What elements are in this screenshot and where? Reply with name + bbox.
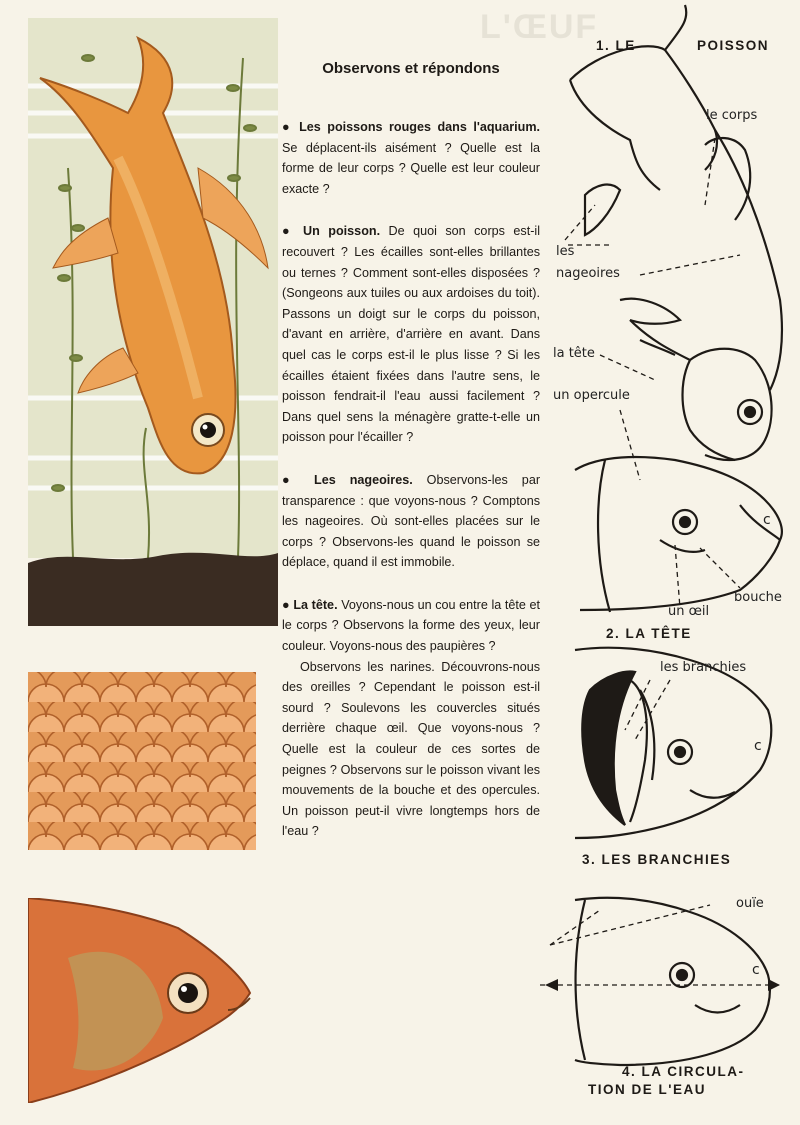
paragraph-lead: Les nageoires. [314,472,413,487]
diagram-3-title: 3. LES BRANCHIES [582,852,732,867]
diagram-4-title-a: 4. LA CIRCULA- [622,1064,745,1079]
diagram-1-title-a: 1. LE [596,38,636,53]
fish-head-illustration [28,898,256,1103]
paragraph-aquarium: ● Les poissons rouges dans l'aquarium. Se déplacent-ils aisément ? Quelle est la forme de leur corps ? Quelle est leur couleur exacte ? [282,120,541,196]
paragraph-lead: Les poissons rouges dans l'aquarium. [299,120,541,134]
diagram-4-title-b: TION DE L'EAU [588,1082,706,1097]
paragraph-nageoires: ● Les nageoires. Observons-les par transparence : que voyons-nous ? Comptons les nageoires. Où sont-elles placées sur le corps ? Observons-les quand le poisson se déplace, quand il est immobile. [282,472,541,570]
label-c-3: c [754,738,762,754]
fish-diagrams [540,0,800,1125]
faded-header: L'ŒUF [480,8,599,46]
paragraph-lead: Un poisson. [303,224,381,239]
label-un-oeil: un œil [668,604,710,619]
paragraph-lead: La tête. [293,597,338,612]
text-column [282,60,540,842]
label-les-branchies: les branchies [660,660,747,675]
paragraph-tete: ● La tête. Voyons-nous un cou entre la tête et le corps ? Observons la forme des yeux, leur couleur. Voyons-nous des paupières ? Observons les narines. Découvrons-nous des oreilles ? Cependant le poisson est-il sourd ? Soulevons les couvercles situés derrière chaque œil. Que voyons-nous ? Quelle est la couleur de ces sortes de peignes ? Observons sur le poisson vivant les mouvements de la bouche et des opercules. Un poisson peut-il vivre longtemps hors de l'eau ? [282,595,540,842]
label-le-corps: le corps [706,108,758,123]
label-les: les [556,244,575,259]
paragraph-text: Observons-les par transparence : que voyons-nous ? Comptons les nageoires. Où sont-elles placées sur le corps ? Observons-les quand le poisson se déplace, quand il est immobile. [282,472,541,570]
paragraph-poisson: ● Un poisson. De quoi son corps est-il recouvert ? Les écailles sont-elles brillantes ou ternes ? Comment sont-elles disposées ? (Songeons aux tuiles ou aux ardoises du toit). Passons un doigt sur le corps du poisson, d'avant en arrière, d'arrière en avant. Dans quel cas le corps est-il le plus lisse ? Si les écailles étaient fixées dans l'autre sens, le poisson fendrait-il l'eau aussi facilement ? Dans quel sens la ménagère gratte-t-elle un poisson pour l'écailler ? [282,224,540,445]
label-un-opercule: un opercule [553,388,630,403]
diagram-1-title-b: POISSON [697,38,770,53]
label-ouie: ouïe [736,896,764,911]
label-bouche: bouche [734,590,782,605]
paragraph-text: Voyons-nous un cou entre la tête et le corps ? Observons la forme des yeux, leur couleur. Voyons-nous des paupières ? [282,597,541,654]
label-la-tete: la tête [553,346,595,361]
label-c-4: c [752,962,760,978]
goldfish-aquarium-illustration [28,18,278,626]
paragraph-text: Se déplacent-ils aisément ? Quelle est la forme de leur corps ? Quelle est leur couleur exacte ? [282,140,540,196]
diagram-2-title: 2. LA TÊTE [606,626,692,641]
label-nageoires: nageoires [556,266,620,281]
page-heading: Observons et répondons [322,60,500,77]
paragraph-text: De quoi son corps est-il recouvert ? Les écailles sont-elles brillantes ou ternes ? Comment sont-elles disposées ? (Songeons aux tuiles ou aux ardoises du toit). Passons un doigt sur le corps du poisson, d'avant en arrière, d'arrière en avant. Dans quel cas le corps est-il le plus lisse ? Si les écailles étaient fixées dans l'autre sens, le poisson fendrait-il l'eau aussi facilement ? Dans quel sens la ménagère gratte-t-elle un poisson pour l'écailler ? [282,224,540,445]
fish-scales-illustration [28,672,256,850]
label-c-2: c [763,512,771,528]
paragraph-continued: Observons les narines. Découvrons-nous des oreilles ? Cependant le poisson est-il sourd ? Soulevons les couvercles situés derrière chaque œil. Que voyons-nous ? Quelle est la couleur de ces sortes de peignes ? Observons sur le poisson vivant les mouvements de la bouche et des opercules. Un poisson peut-il vivre longtemps hors de l'eau ? [282,659,540,839]
